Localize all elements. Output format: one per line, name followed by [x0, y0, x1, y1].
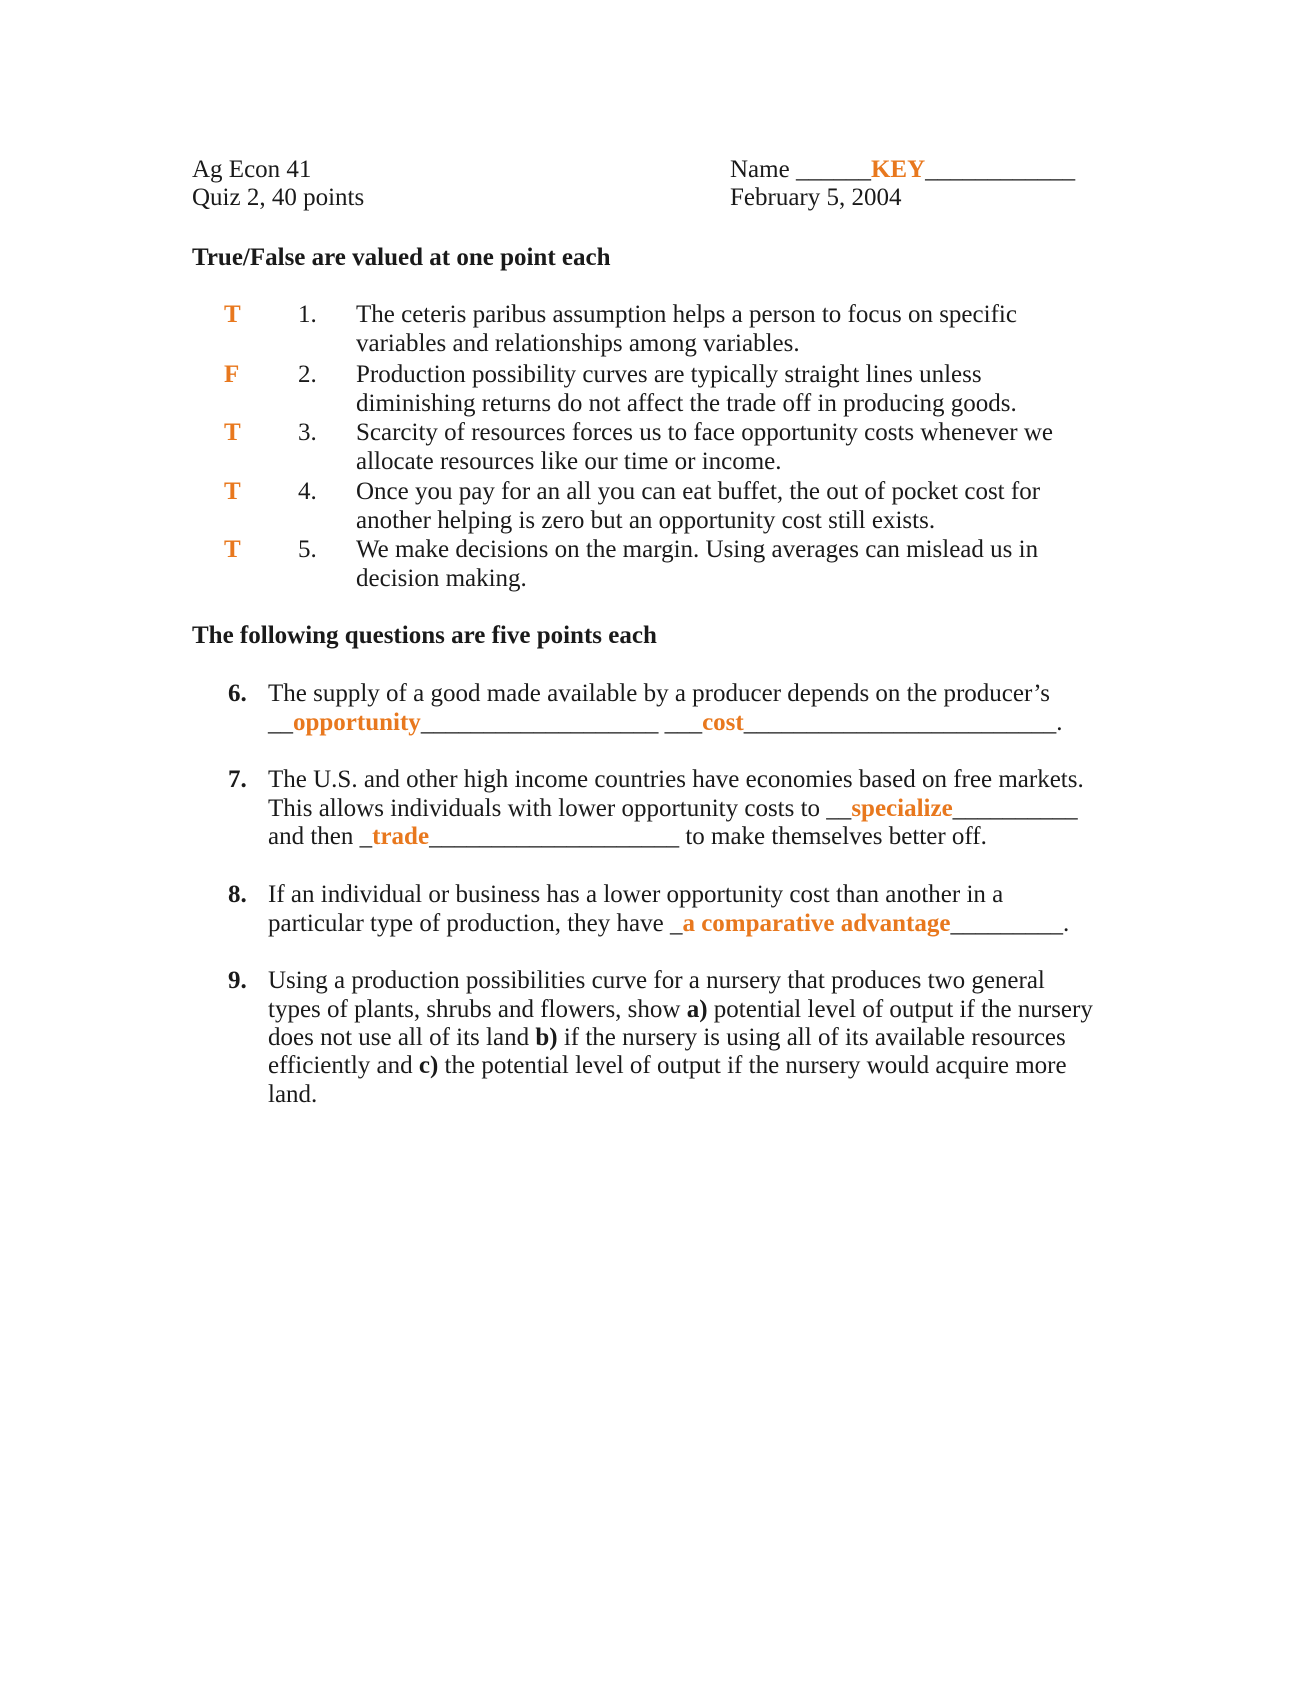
question-line1: The supply of a good made available by a producer depends on the producer’s [268, 680, 1050, 707]
answer-opportunity: opportunity [293, 709, 421, 736]
question-number: 8. [228, 881, 247, 908]
name-blank-pre: ______ [795, 156, 871, 183]
tf-text-line1: Scarcity of resources forces us to face opportunity costs whenever we [356, 419, 1053, 446]
answer-comparative-advantage: a comparative advantage [682, 910, 951, 937]
line3-pre: does not use all of its land [268, 1024, 536, 1051]
question-line2 [268, 708, 1062, 737]
tf-text-line1: Production possibility curves are typically straight lines unless [356, 361, 982, 388]
tf-text-line1: The ceteris paribus assumption helps a person to focus on specific [356, 301, 1017, 328]
short-heading: The following questions are five points each [192, 622, 657, 649]
line2-pre: particular type of production, they have _ [268, 910, 683, 937]
name-line [730, 155, 1075, 184]
tf-text-line2: diminishing returns do not affect the trade off in producing goods. [356, 390, 1017, 417]
tf-number: 3. [298, 419, 317, 446]
question-number: 9. [228, 967, 247, 994]
quiz-title: Quiz 2, 40 points [192, 184, 365, 211]
question-line1: The U.S. and other high income countries have economies based on free markets. [268, 766, 1084, 793]
question-line4 [268, 1051, 1067, 1080]
tf-text-line2: decision making. [356, 565, 527, 592]
line3-post: ____________________ to make themselves better off. [429, 823, 987, 850]
question-line2 [268, 909, 1069, 938]
answer-specialize: specialize [851, 795, 953, 822]
answer-trade: trade [372, 823, 430, 850]
tf-heading: True/False are valued at one point each [192, 244, 611, 271]
tf-answer: T [224, 478, 241, 505]
blank1-post: ___________________ [420, 709, 665, 736]
line2-post: __________ [952, 795, 1078, 822]
answer-cost: cost [702, 709, 744, 736]
question-line1: Using a production possibilities curve for a nursery that produces two general [268, 967, 1045, 994]
question-line3 [268, 822, 987, 851]
blank2-post: _________________________. [743, 709, 1063, 736]
line3-post: if the nursery is using all of its available resources [557, 1024, 1066, 1051]
name-value: KEY [870, 156, 926, 183]
line4-post: the potential level of output if the nursery would acquire more [438, 1052, 1067, 1079]
question-line1: If an individual or business has a lower opportunity cost than another in a [268, 881, 1004, 908]
tf-text-line1: Once you pay for an all you can eat buffet, the out of pocket cost for [356, 478, 1041, 505]
course-title: Ag Econ 41 [192, 156, 312, 183]
question-line5: land. [268, 1081, 318, 1108]
tf-answer: T [224, 419, 241, 446]
line2-post: potential level of output if the nursery [707, 996, 1093, 1023]
tf-number: 4. [298, 478, 317, 505]
tf-text-line1: We make decisions on the margin. Using averages can mislead us in [356, 536, 1039, 563]
question-number: 6. [228, 680, 247, 707]
line2-pre: types of plants, shrubs and flowers, show [268, 996, 687, 1023]
tf-number: 2. [298, 361, 317, 388]
tf-number: 1. [298, 301, 317, 328]
tf-text-line2: variables and relationships among variables. [356, 330, 800, 357]
question-line2 [268, 995, 1093, 1024]
blank1-pre: __ [268, 709, 293, 736]
quiz-date: February 5, 2004 [730, 184, 902, 211]
tf-text-line2: another helping is zero but an opportunity cost still exists. [356, 507, 936, 534]
tf-text-line2: allocate resources like our time or income. [356, 448, 782, 475]
tf-answer: T [224, 301, 241, 328]
name-label: Name [730, 156, 796, 183]
part-c-label: c) [418, 1052, 439, 1079]
tf-number: 5. [298, 536, 317, 563]
blank2-pre: ___ [664, 709, 703, 736]
line2-post: _________. [950, 910, 1070, 937]
tf-answer: F [224, 361, 240, 388]
part-a-label: a) [686, 996, 708, 1023]
line3-pre: and then _ [268, 823, 373, 850]
line2-pre: This allows individuals with lower opportunity costs to __ [268, 795, 852, 822]
tf-answer: T [224, 536, 241, 563]
part-b-label: b) [535, 1024, 558, 1051]
question-line2 [268, 794, 1078, 823]
name-blank-post: ____________ [925, 156, 1076, 183]
question-number: 7. [228, 766, 247, 793]
line4-pre: efficiently and [268, 1052, 419, 1079]
question-line3 [268, 1023, 1066, 1052]
